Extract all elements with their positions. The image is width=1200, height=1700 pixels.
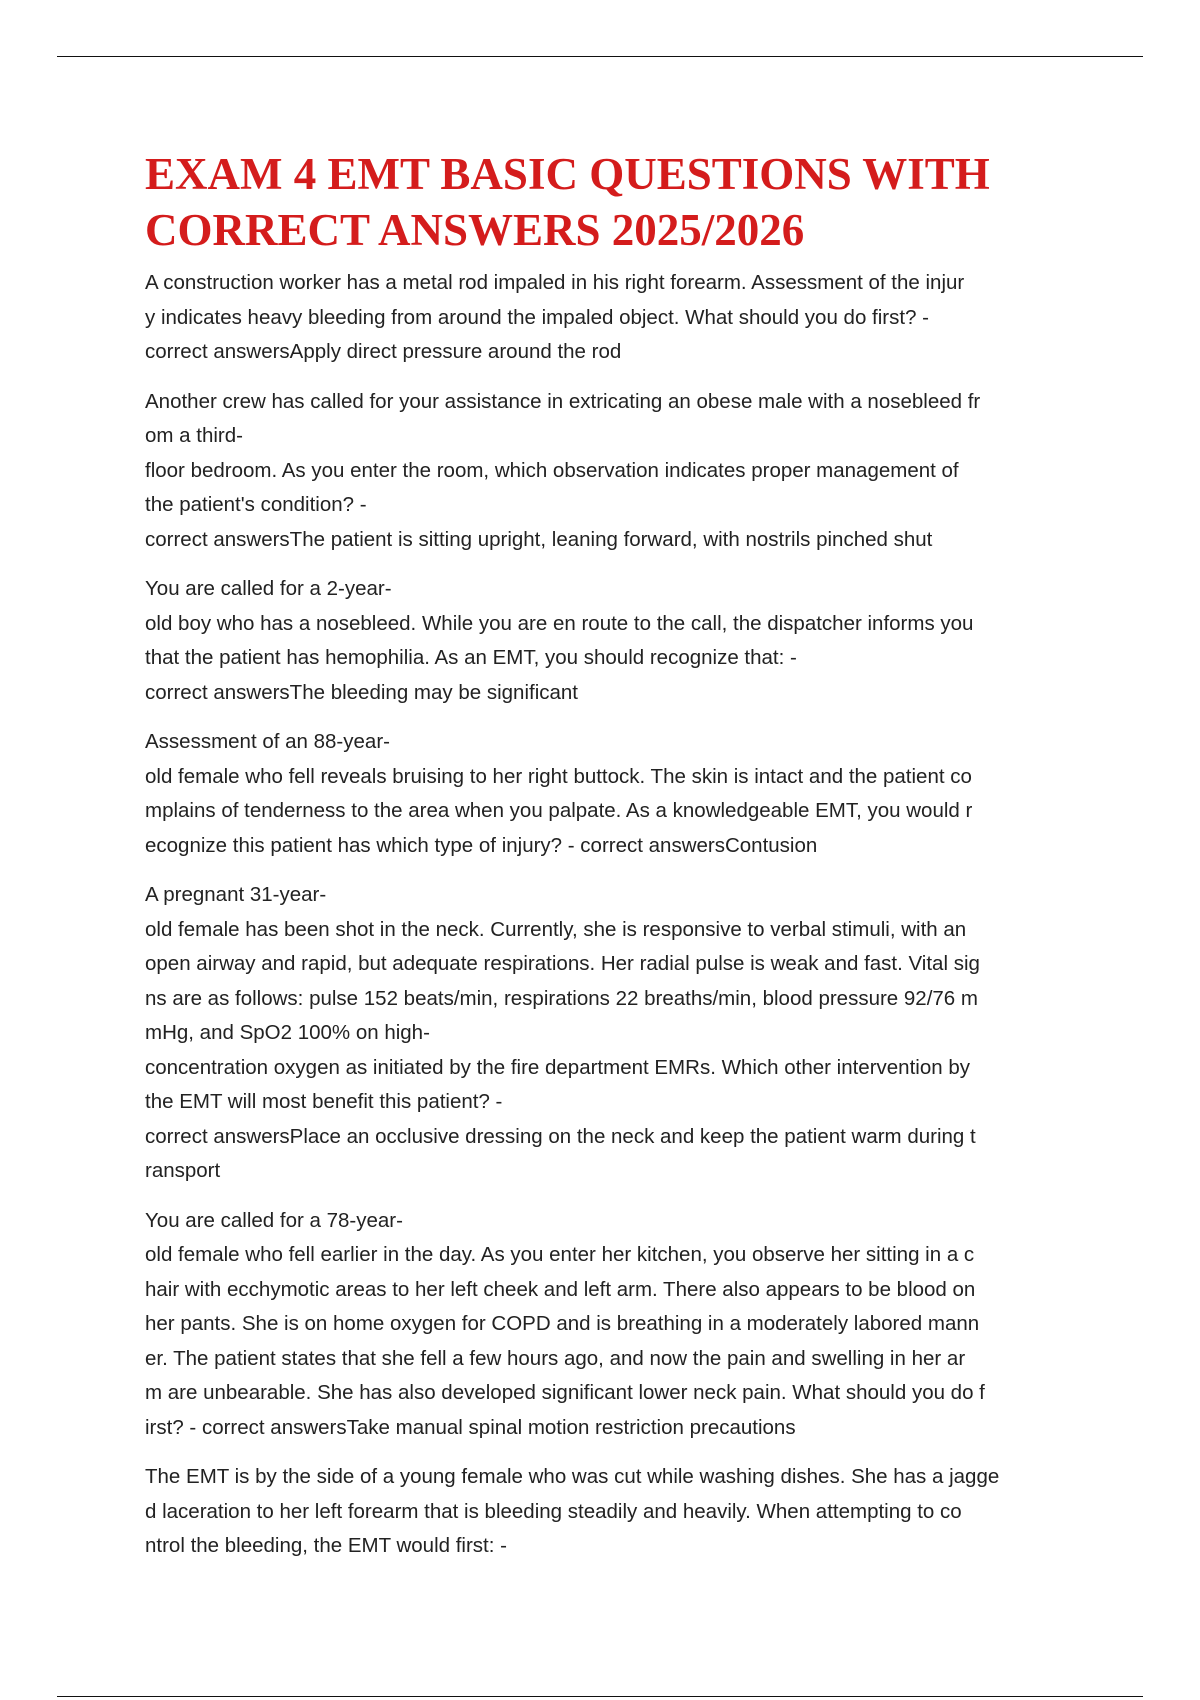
question-answer-block: You are called for a 78-year- old female who fell earlier in the day. As you enter her kitchen, you observe her sitting in a c hair with ecchymotic areas to her left cheek and left arm. There also appears to be blood on her pants. She is on home oxygen for COPD and is breathing in a moderately labored mann er. The patient states that she fell a few hours ago, and now the pain and swelling in her ar m are unbearable. She has also developed significant lower neck pain. What should you do f irst? - correct answersTake manual spinal motion restriction precautions xyxy=(145,1208,985,1439)
header-rule xyxy=(57,56,1143,57)
question-answer-block: A construction worker has a metal rod impaled in his right forearm. Assessment of the injur y indicates heavy bleeding from around the impaled object. What should you do first? - correct answersApply direct pressure around the rod xyxy=(145,271,965,363)
question-answer-block: You are called for a 2-year- old boy who has a nosebleed. While you are en route to the call, the dispatcher informs you that the patient has hemophilia. As an EMT, you should recognize that: - correct answersThe bleeding may be significant xyxy=(145,577,974,704)
document-body xyxy=(145,146,1055,1579)
title-line-1: EXAM 4 EMT BASIC QUESTIONS WITH xyxy=(145,149,990,199)
question-answer-block: The EMT is by the side of a young female who was cut while washing dishes. She has a jagge d laceration to her left forearm that is bleeding steadily and heavily. When attempting to co ntrol the bleeding, the EMT would first: - xyxy=(145,1465,1000,1557)
question-answer-block: A pregnant 31-year- old female has been shot in the neck. Currently, she is responsive to verbal stimuli, with an open airway and rapid, but adequate respirations. Her radial pulse is weak and fast. Vital sig ns are as follows: pulse 152 beats/min, respirations 22 breaths/min, blood pressure 92/76 m mHg, and SpO2 100% on high- concentration oxygen as initiated by the fire department EMRs. Which other intervention by the EMT will most benefit this patient? - correct answersPlace an occlusive dressing on the neck and keep the patient warm during t ransport xyxy=(145,883,980,1182)
question-answer-block: Another crew has called for your assistance in extricating an obese male with a nosebleed fr om a third- floor bedroom. As you enter the room, which observation indicates proper management of the patient's condition? - correct answersThe patient is sitting upright, leaning forward, with nostrils pinched shut xyxy=(145,389,981,551)
document-title xyxy=(145,146,1055,258)
footer-rule xyxy=(57,1696,1143,1697)
title-line-2: CORRECT ANSWERS 2025/2026 xyxy=(145,205,805,255)
question-answer-block: Assessment of an 88-year- old female who fell reveals bruising to her right buttock. The skin is intact and the patient co mplains of tenderness to the area when you palpate. As a knowledgeable EMT, you would r ecognize this patient has which type of injury? - correct answersContusion xyxy=(145,730,973,857)
